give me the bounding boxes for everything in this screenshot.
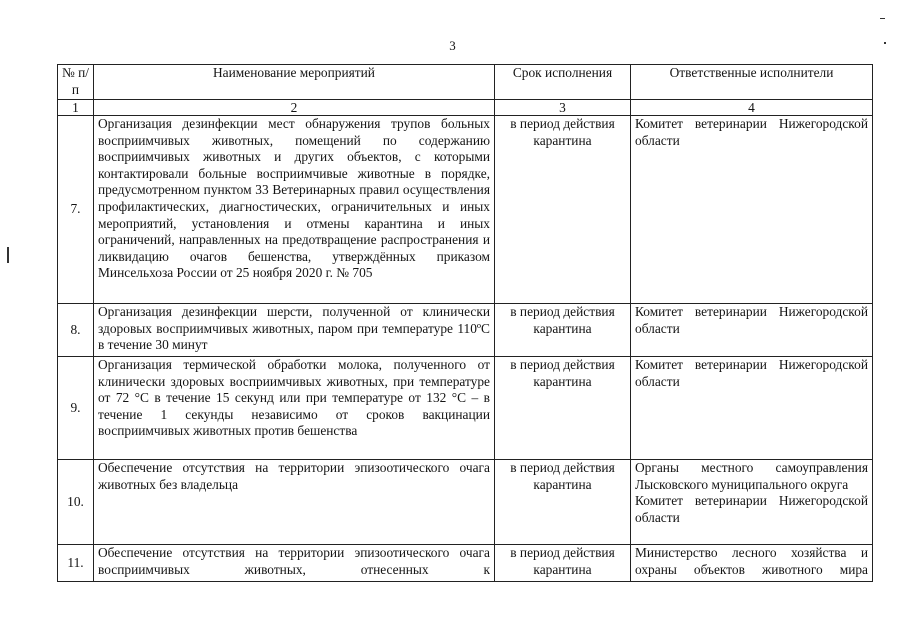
responsible-line: Комитет ветеринарии Нижегородской области: [635, 357, 868, 389]
measure-description: [94, 545, 495, 582]
measure-responsible: [631, 304, 873, 357]
responsible-line: Министерство лесного хозяйства и охраны объектов животного мира: [635, 545, 868, 577]
measure-term: в период действия карантина: [495, 304, 631, 357]
scan-mark-left: [7, 247, 9, 263]
row-number: 9.: [58, 357, 94, 460]
responsible-line: Органы местного самоуправления Лысковского муниципального округа: [635, 460, 868, 492]
header-term: Срок исполнения: [495, 65, 631, 100]
measure-responsible: [631, 545, 873, 582]
column-number: 3: [495, 100, 631, 116]
column-number-row: [58, 100, 873, 116]
measure-description: Организация дезинфекции мест обнаружения трупов больных восприимчивых животных, помещений по содержанию восприимчивых животных и других объектов, с которыми контактировали больные восприимчивые животные в порядке, предусмотренном пунктом 33 Ветеринарных правил осуществления профилактических, диагностических, ограничительных и иных мероприятий, установления и отмены карантина и иных ограничений, направленных на предотвращение распространения и ликвидацию очагов бешенства, утверждённых приказом Минсельхоза России от 25 ноября 2020 г. № 705: [94, 116, 495, 304]
scan-mark-top-right: [880, 18, 885, 19]
column-number: 1: [58, 100, 94, 116]
table-row: [58, 357, 873, 460]
responsible-line: Комитет ветеринарии Нижегородской области: [635, 304, 868, 336]
measures-table: [57, 64, 873, 582]
measure-responsible: [631, 357, 873, 460]
column-number: 2: [94, 100, 495, 116]
row-number: 11.: [58, 545, 94, 582]
page-number: 3: [449, 38, 456, 53]
scan-mark-right: [884, 42, 886, 44]
measure-description: Организация дезинфекции шерсти, полученной от клинически здоровых восприимчивых животных, паром при температуре 110ºС в течение 30 минут: [94, 304, 495, 357]
table-header-row: [58, 65, 873, 100]
measure-responsible: [631, 116, 873, 304]
responsible-line: Комитет ветеринарии Нижегородской области: [635, 116, 868, 148]
column-number: 4: [631, 100, 873, 116]
measure-term: в период действия карантина: [495, 545, 631, 582]
table-row: [58, 545, 873, 582]
row-number: 8.: [58, 304, 94, 357]
table-row: [58, 116, 873, 304]
table-row: [58, 460, 873, 545]
measure-description: Обеспечение отсутствия на территории эпизоотического очага животных без владельца: [94, 460, 495, 545]
measure-responsible: [631, 460, 873, 545]
measure-description: Организация термической обработки молока, полученного от клинически здоровых восприимчивых животных, при температуре от 72 °С в течение 15 секунд или при температуре от 132 °С – в течение 1 секунды независимо от сроков вакцинации восприимчивых животных против бешенства: [94, 357, 495, 460]
measure-term: в период действия карантина: [495, 460, 631, 545]
responsible-line: Комитет ветеринарии Нижегородской области: [635, 493, 868, 525]
header-name: Наименование мероприятий: [94, 65, 495, 100]
header-responsible: Ответственные исполнители: [631, 65, 873, 100]
header-num: № п/п: [58, 65, 94, 100]
row-number: 7.: [58, 116, 94, 304]
measure-term: в период действия карантина: [495, 357, 631, 460]
row-number: 10.: [58, 460, 94, 545]
measure-term: в период действия карантина: [495, 116, 631, 304]
table-row: [58, 304, 873, 357]
description-text: Обеспечение отсутствия на территории эпизоотического очага восприимчивых животных, отнесенных к: [98, 545, 490, 577]
